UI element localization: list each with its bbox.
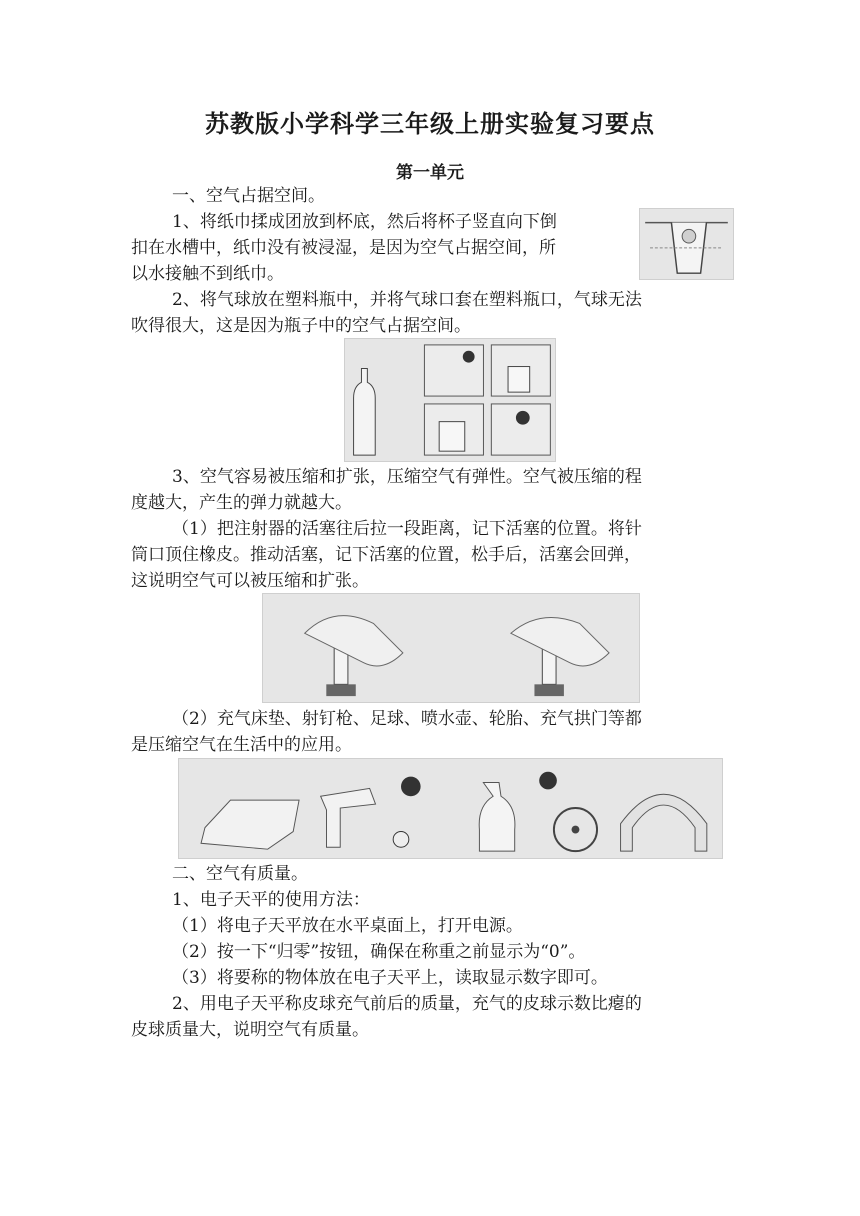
paragraph-line: 以水接触不到纸巾。 <box>131 264 284 284</box>
paragraph-line: （1）把注射器的活塞往后拉一段距离，记下活塞的位置。将针 <box>172 519 642 539</box>
paragraph-line: 皮球质量大，说明空气有质量。 <box>131 1020 369 1040</box>
paragraph-line: 吹得很大，这是因为瓶子中的空气占据空间。 <box>131 316 471 336</box>
paragraph-line: 3、空气容易被压缩和扩张，压缩空气有弹性。空气被压缩的程 <box>172 467 642 487</box>
paragraph-line: 2、用电子天平称皮球充气前后的质量，充气的皮球示数比瘪的 <box>172 994 642 1014</box>
paragraph-line: 2、将气球放在塑料瓶中，并将气球口套在塑料瓶口，气球无法 <box>172 290 642 310</box>
paragraph-line: （3）将要称的物体放在电子天平上，读取显示数字即可。 <box>172 968 608 988</box>
paragraph-line: 度越大，产生的弹力就越大。 <box>131 493 352 513</box>
balloon-bottle-illustration <box>344 338 556 462</box>
paragraph-line: 是压缩空气在生活中的应用。 <box>131 735 352 755</box>
paragraph-line: （2）按一下“归零”按钮，确保在称重之前显示为“0”。 <box>172 942 586 962</box>
section-heading-air-space: 一、空气占据空间。 <box>172 186 325 206</box>
paragraph-line: 筒口顶住橡皮。推动活塞，记下活塞的位置，松手后，活塞会回弹， <box>131 545 641 565</box>
section-heading-air-mass: 二、空气有质量。 <box>172 864 308 884</box>
paragraph-line: （2）充气床垫、射钉枪、足球、喷水壶、轮胎、充气拱门等都 <box>172 709 642 729</box>
document-title: 苏教版小学科学三年级上册实验复习要点 <box>205 110 655 138</box>
unit-heading: 第一单元 <box>396 163 464 183</box>
cup-tissue-illustration <box>639 208 734 280</box>
compressed-air-applications-illustration <box>178 758 723 859</box>
paragraph-line: 1、将纸巾揉成团放到杯底，然后将杯子竖直向下倒 <box>172 212 557 232</box>
paragraph-line: 1、电子天平的使用方法： <box>172 890 370 910</box>
syringe-experiment-illustration <box>262 593 640 703</box>
paragraph-line: 这说明空气可以被压缩和扩张。 <box>131 571 369 591</box>
paragraph-line: （1）将电子天平放在水平桌面上，打开电源。 <box>172 916 523 936</box>
paragraph-line: 扣在水槽中，纸巾没有被浸湿，是因为空气占据空间，所 <box>131 238 556 258</box>
